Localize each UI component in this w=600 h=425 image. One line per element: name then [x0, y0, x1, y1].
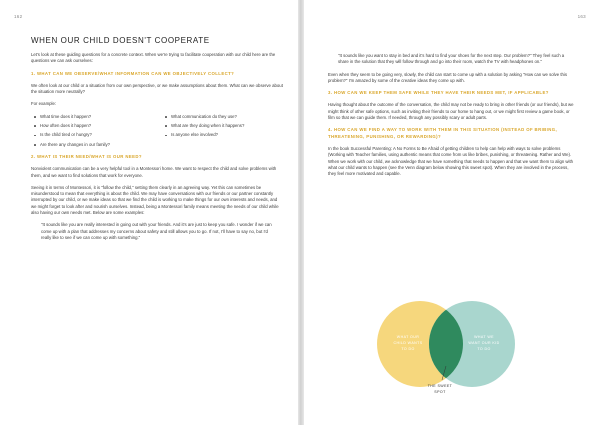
book-gutter	[298, 0, 304, 425]
bullet-list	[31, 114, 283, 148]
list-item: Is anyone else involved?	[162, 132, 283, 138]
venn-label-child-3: TO DO	[401, 347, 415, 351]
venn-label-child-2: CHILD WANTS	[393, 341, 423, 345]
venn-label-parent-2: WANT OUR KID	[468, 341, 500, 345]
left-page	[31, 36, 283, 247]
venn-label-parent-1: WHAT WE	[474, 335, 494, 339]
sweet-spot-label-1: THE SWEET	[427, 384, 453, 388]
paragraph-safe: Having thought about the outcome of the conversation, the child may not be ready to bring in other friends (or our friends), but we might think of other safe options, such as inviting their friends to our home to hang out, or we might first review a game book, or film so that we can guide them. If needed, through any possibly scary or adult parts.	[328, 102, 574, 121]
for-example-label: For example:	[31, 101, 57, 107]
section-heading-4: 4. HOW CAN WE FIND A WAY TO WORK WITH THEM IN THIS SITUATION (INSTEAD OF BRIBING, THREATENING, PUNISHING, OR REWARDING)?	[328, 127, 558, 139]
venn-diagram	[368, 296, 528, 408]
intro-paragraph: Let's look at these guiding questions for a concrete context. When we're trying to facilitate cooperation with our child here are the questions we can ask ourselves:	[31, 52, 276, 64]
right-page	[328, 53, 576, 183]
page-number-left: 162	[14, 14, 23, 19]
quote-paragraph: "It sounds like you are really interested in going out with your friends. And it's are just to keep you safe. I wonder if we can come up with a plan that addresses my concerns about safety and still allows you to go. If not, I'll have to say no, but I'd really like to see if we can come up with something."	[41, 222, 272, 240]
page-number-right: 163	[577, 14, 586, 19]
paragraph-needs: Nonviolent communication can be a very helpful tool in a Montessori home. We want to respect the child and solve problems with them, and we want to find solutions that work for everyone.	[31, 166, 277, 178]
section-heading-1: 1. WHAT CAN WE OBSERVE/WHAT INFORMATION CAN WE OBJECTIVELY COLLECT?	[31, 70, 235, 76]
page-title: WHEN OUR CHILD DOESN'T COOPERATE	[31, 36, 210, 45]
list-item: Is the child tired or hungry?	[31, 132, 152, 138]
venn-label-child-1: WHAT OUR	[396, 335, 420, 339]
paragraph-solve: Even when they seem to be going very, slowly, the child can start to come up with a solution by asking "How can we solve this problem?" I'm amazed by some of the creative ideas they come up with.	[328, 71, 568, 83]
quote-continued: "It sounds like you want to stay in bed and it's hard to find your shoes for the next step. Our problem?" They feel such a share in the solution that they will follow through and go into their room, watch the TV with headphones on."	[338, 53, 565, 65]
list-item: What time does it happen?	[31, 114, 152, 120]
list-item: Are there any changes in our family?	[31, 142, 283, 148]
list-item: How often does it happen?	[31, 123, 152, 129]
venn-label-parent-3: TO DO	[477, 347, 491, 351]
sweet-spot-label-2: SPOT	[434, 390, 446, 394]
section-heading-2: 2. WHAT IS THEIR NEED/WHAT IS OUR NEED?	[31, 153, 142, 159]
list-item: What communication do they use?	[162, 114, 283, 120]
paragraph-follow-child: Seeing it in terms of Montessori, it is "follow the child," setting them clearly in an agreeing way. Yet this can sometimes be misunderstood to mean that everything is about the child. We may have conversations with our friends or our partner constantly interrupted by our child, or we make ideas so that we find the child is working to make things for our own interests and needs, and we might forget to look after and nourish ourselves. Instead, being a Montessori family means meeting the needs of our child while also having our own needs met. Below are some examples:	[31, 184, 279, 216]
paragraph-observe: We often look at our child or a situation from our own perspective, or we make assumptions about them. What can we observe about the situation more neutrally?	[31, 82, 283, 95]
section-heading-3: 3. HOW CAN WE KEEP THEM SAFE WHILE THEY HAVE THEIR NEEDS MET, IF APPLICABLE?	[328, 90, 549, 96]
list-item: What are they doing when it happens?	[162, 123, 283, 129]
paragraph-work-with: In the book Successful Parenting: A No Forms to Be Afraid of getting children to help can help with ways to solve problems (Working with Teacher families, using authentic means that come from us like bribes, punishing, or threatening. Rather and We). When we work with our child, we acknowledge that we have something that needs to happen and that we want them to align with what our child wants to happen (see the Venn diagram below showing this sweet spot). When they are involved in the process, they feel more motivated and capable.	[328, 145, 574, 177]
